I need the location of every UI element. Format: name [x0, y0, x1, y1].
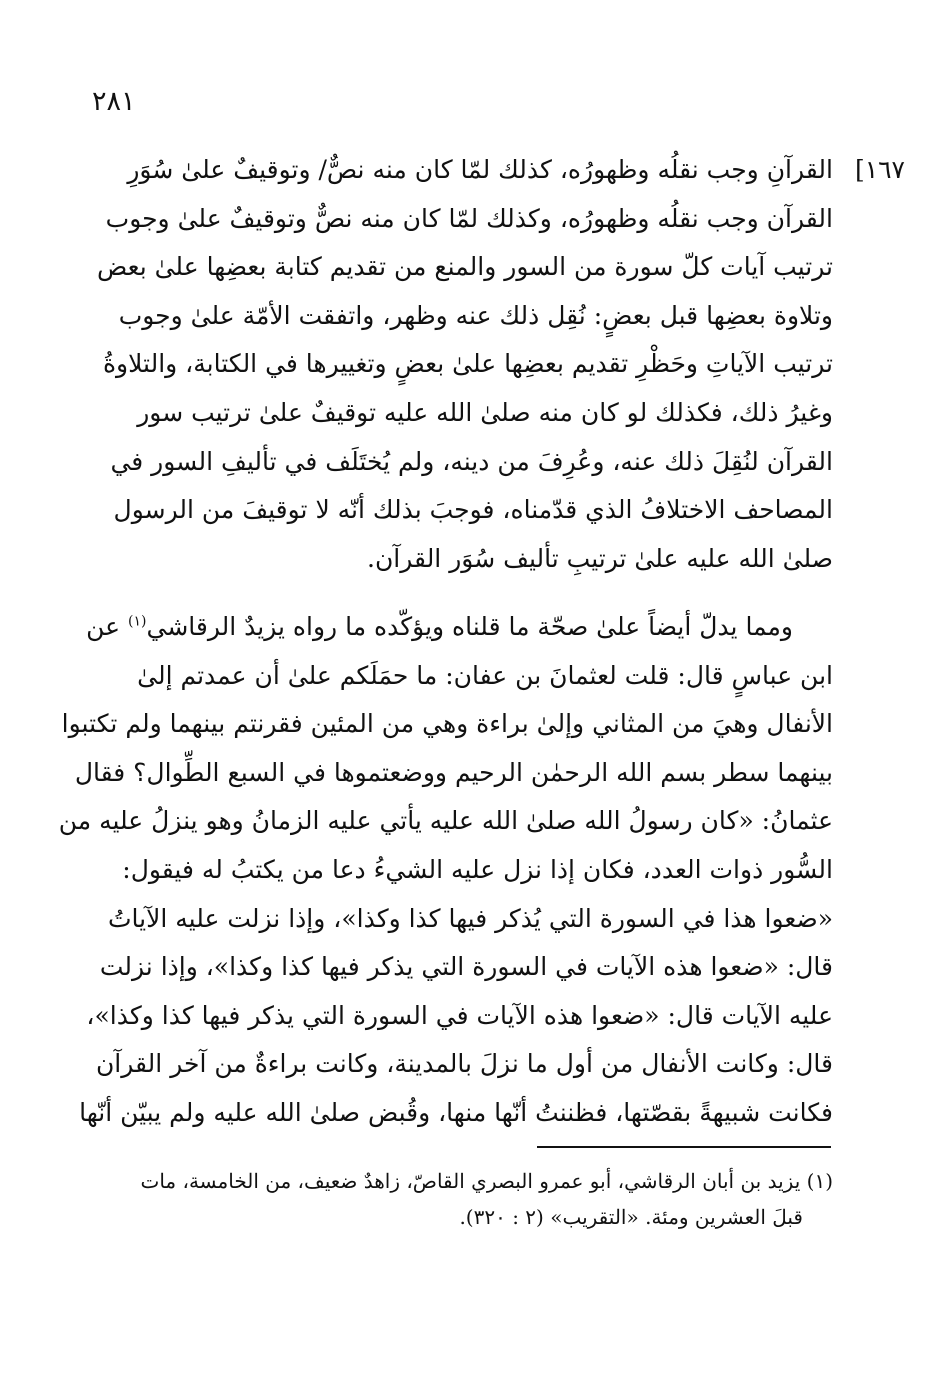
- text-line: السُّور ذوات العدد، فكان إذا نزل عليه الشيءُ دعا من يكتبُ له فيقول:: [122, 854, 833, 884]
- text-line: عليه الآيات قال: «ضعوا هذه الآيات في السورة التي يذكر فيها كذا وكذا»،: [86, 1000, 833, 1030]
- text-line: القرآن لنُقِلَ ذلك عنه، وعُرِفَ من دينه، ولم يُختَلَف في تأليفِ السور في: [110, 446, 833, 476]
- first-line-tail: عن: [86, 612, 129, 641]
- text-line: ابن عباسٍ قال: قلت لعثمانَ بن عفان: ما حمَلَكم علىٰ أن عمدتم إلىٰ: [137, 660, 833, 690]
- text-line: ترتيب آيات كلّ سورة من السور والمنع من تقديم كتابة بعضِها علىٰ بعض: [97, 252, 833, 282]
- text-line: ترتيب الآياتِ وحَظْرِ تقديم بعضِها علىٰ بعضٍ وتغييرها في الكتابة، والتلاوةُ: [102, 349, 833, 379]
- footnote-marker[interactable]: (١): [128, 613, 147, 630]
- footnote-divider: [537, 1146, 831, 1148]
- footnote-1-line-1: (١) يزيد بن أبان الرقاشي، أبو عمرو البصري القاصّ، زاهدٌ ضعيف، من الخامسة، مات: [140, 1169, 833, 1193]
- text-line: عثمانُ: «كان رسولُ الله صلىٰ الله عليه يأتي عليه الزمانُ وهو ينزلُ عليه من: [58, 806, 833, 836]
- footnotes: [98, 1163, 833, 1235]
- text-line: وتلاوة بعضِها قبل بعضٍ: نُقِل ذلك عنه وظهر، واتفقت الأمّة علىٰ وجوب: [118, 300, 833, 330]
- text-line-first: [86, 603, 833, 652]
- footnote-1-line-2: قبلَ العشرين ومئة. «التقريب» (٢ : ٣٢٠).: [459, 1205, 803, 1229]
- paragraph-1: [98, 146, 833, 583]
- text-line: وغيرُ ذلك، فكذلك لو كان منه صلىٰ الله عليه توقيفٌ علىٰ ترتيب سور: [137, 397, 833, 427]
- paragraph-2: [58, 603, 833, 1138]
- text-line: بينهما سطر بسم الله الرحمٰن الرحيم ووضعتموها في السبع الطِّوال؟ فقال: [74, 757, 833, 787]
- page-number: ٢٨١: [92, 86, 136, 117]
- first-line-text: ومما يدلّ أيضاً علىٰ صحّة ما قلناه ويؤكّده ما رواه يزيدٌ الرقاشي: [146, 612, 793, 641]
- margin-folio-note: ١٦٧]: [854, 155, 905, 184]
- text-line: قال: «ضعوا هذه الآيات في السورة التي يذكر فيها كذا وكذا»، وإذا نزلت: [99, 952, 833, 982]
- text-line: الأنفال وهيَ من المثاني وإلىٰ براءة وهي من المئين فقرنتم بينهما ولم تكتبوا: [61, 709, 833, 739]
- text-line: قال: وكانت الأنفال من أول ما نزلَ بالمدينة، وكانت براءةٌ من آخر القرآن: [95, 1049, 833, 1079]
- text-line: فكانت شبيهةً بقصّتها، فظننتُ أنّها منها، وقُبض صلىٰ الله عليه ولم يبيّن أنّها: [79, 1097, 833, 1127]
- text-line: القرآنِ وجب نقلُه وظهورُه، كذلك لمّا كان منه نصٌّ/ وتوقيفٌ علىٰ سُوَرِ: [127, 155, 833, 184]
- text-line: «ضعوا هذا في السورة التي يُذكر فيها كذا وكذا»، وإذا نزلت عليه الآياتُ: [108, 903, 833, 933]
- text-line: صلىٰ الله عليه علىٰ ترتيبِ تأليف سُوَر القرآن.: [367, 543, 833, 573]
- text-line: المصاحف الاختلافُ الذي قدّمناه، فوجبَ بذلك أنّه لا توقيفَ من الرسول: [113, 495, 833, 525]
- text-line: القرآن وجب نقلُه وظهورُه، وكذلك لمّا كان منه نصٌّ وتوقيفٌ علىٰ وجوب: [105, 203, 833, 233]
